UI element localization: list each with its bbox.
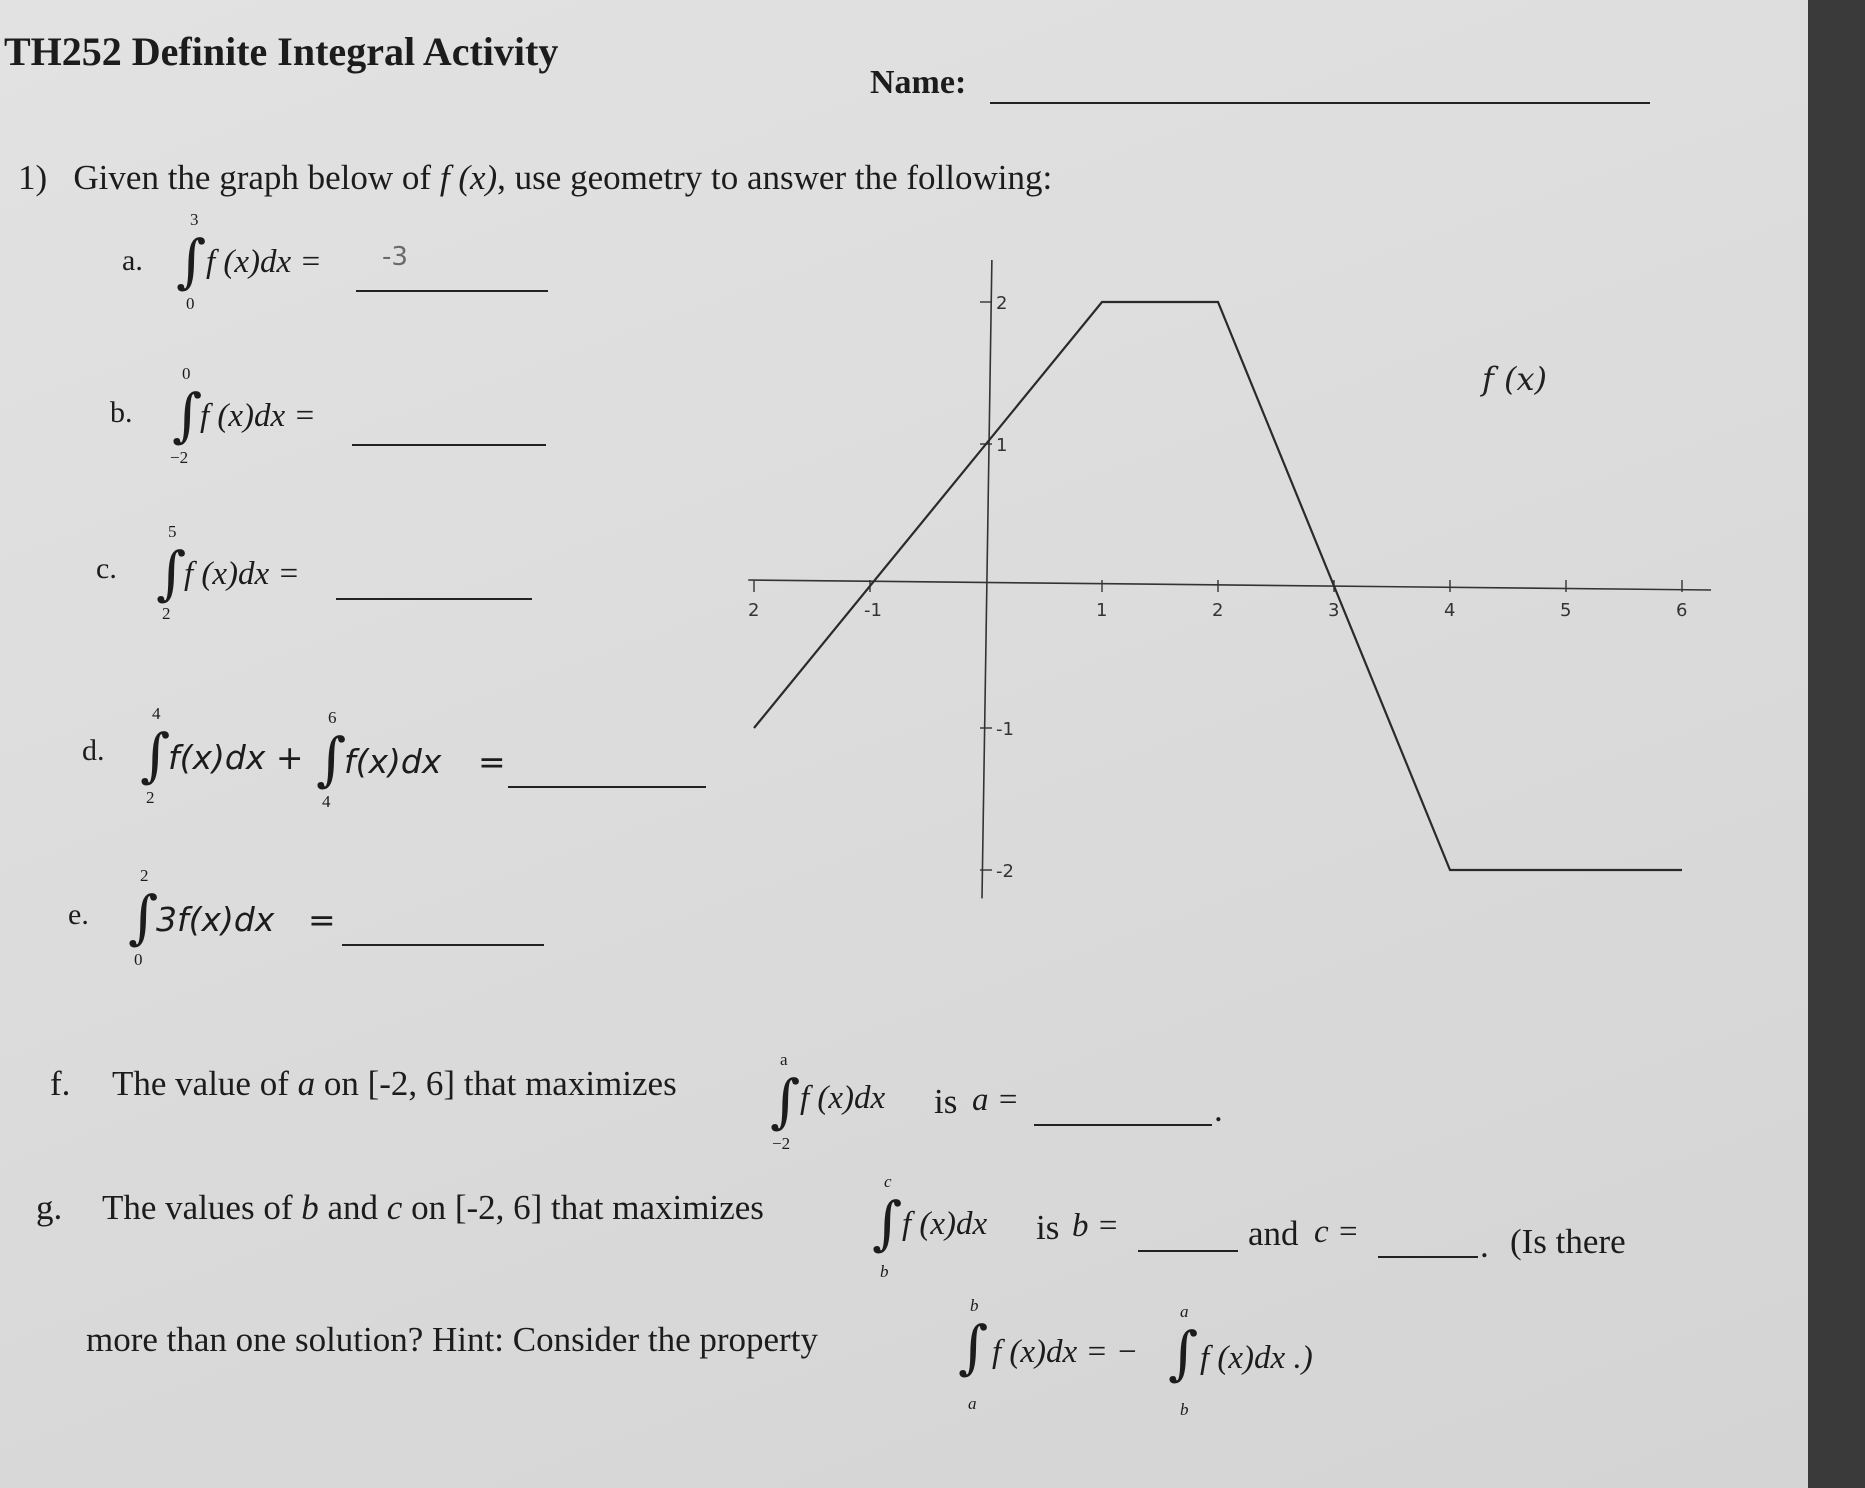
part-c-upper-limit: 5 (168, 522, 177, 541)
x-tick-label: 2 (1212, 600, 1224, 621)
part-d-answer-line[interactable] (508, 786, 706, 788)
part-g-var-b: b (301, 1188, 319, 1227)
prompt-fx: f (x) (439, 158, 498, 197)
part-g-and: and (1248, 1214, 1299, 1253)
question-1-prompt (18, 158, 1052, 198)
part-a-handwritten-answer: -3 (382, 242, 408, 272)
part-g-c-answer-line[interactable] (1378, 1256, 1478, 1258)
question-number: 1) (18, 158, 48, 197)
part-g-lower-limit: b (880, 1262, 889, 1281)
y-tick-label: 1 (996, 435, 1008, 456)
x-tick-label: 6 (1676, 600, 1688, 621)
x-tick-label: 2 (748, 600, 760, 621)
part-a-upper-limit: 3 (190, 210, 199, 229)
part-f-answer-eq: a = (972, 1082, 1020, 1118)
part-d-lower-limit-1: 2 (146, 788, 155, 807)
x-tick-label: 5 (1560, 600, 1572, 621)
part-f-label: f. (50, 1064, 71, 1103)
part-f-integral-sign: ∫ (770, 1067, 801, 1135)
part-f-lower-limit: −2 (772, 1134, 791, 1153)
property-integral-sign-1: ∫ (958, 1313, 989, 1381)
graph-function-label: f (x) (1482, 360, 1548, 398)
y-axis (982, 260, 992, 898)
part-f-is: is (934, 1082, 958, 1121)
part-e-answer-line[interactable] (342, 944, 544, 946)
part-a-label: a. (122, 244, 143, 277)
part-d-upper-limit-2: 6 (328, 708, 337, 727)
part-g-is: is (1036, 1208, 1060, 1247)
name-label: Name: (870, 64, 967, 101)
property-upper-limit-2: a (1180, 1302, 1189, 1321)
part-b-upper-limit: 0 (182, 364, 191, 383)
part-f-text (112, 1064, 677, 1104)
y-tick-label: 2 (996, 293, 1008, 314)
part-d-expression-2: f(x)dx (344, 742, 442, 781)
part-b-lower-limit: −2 (170, 448, 189, 467)
property-lower-limit-1: a (968, 1394, 977, 1413)
worksheet-title: TH252 Definite Integral Activity (4, 29, 559, 74)
property-lower-limit-2: b (1180, 1400, 1189, 1419)
part-a-integral-sign: ∫ (176, 227, 207, 295)
part-f-answer-line[interactable] (1034, 1124, 1212, 1126)
prompt-after: , use geometry to answer the following: (497, 158, 1053, 197)
part-b-integral-sign: ∫ (172, 381, 203, 449)
part-g-b-answer-line[interactable] (1138, 1250, 1238, 1252)
part-a-answer-line[interactable] (356, 290, 548, 292)
part-g-text-before: The values of (102, 1188, 293, 1227)
part-e-equals: = (308, 900, 336, 939)
part-e-upper-limit: 2 (140, 866, 149, 885)
property-integral-sign-2: ∫ (1168, 1319, 1199, 1387)
part-g-line2: more than one solution? Hint: Consider the property (86, 1320, 818, 1359)
part-c-integral-sign: ∫ (156, 539, 187, 607)
part-g-text-and: and (327, 1188, 379, 1227)
part-f-text-mid: on [-2, 6] that maximizes (323, 1064, 677, 1103)
x-tick-label: 3 (1328, 600, 1340, 621)
part-d-upper-limit-1: 4 (152, 704, 161, 723)
part-d-expression-1: f(x)dx + (168, 738, 304, 777)
y-tick-label: -1 (996, 719, 1014, 740)
part-b-expression: f (x)dx = (200, 398, 316, 434)
part-f-text-before: The value of (112, 1064, 289, 1103)
part-g-expression: f (x)dx (902, 1206, 988, 1242)
part-g-c-eq: c = (1314, 1214, 1360, 1250)
part-d-equals: = (478, 742, 506, 781)
part-e-integral-sign: ∫ (128, 883, 159, 951)
part-g-integral-sign: ∫ (872, 1189, 903, 1257)
part-f-var-a: a (297, 1064, 316, 1103)
part-b-label: b. (110, 396, 133, 429)
part-g-period: . (1480, 1226, 1489, 1265)
property-expression-1: f (x)dx = − (992, 1334, 1139, 1370)
x-tick-label: 1 (1096, 600, 1108, 621)
part-f-period: . (1214, 1090, 1223, 1129)
part-d-integral-sign-1: ∫ (140, 721, 171, 789)
part-g-text-mid: on [-2, 6] that maximizes (411, 1188, 764, 1227)
part-g-var-c: c (386, 1188, 403, 1227)
part-g-tail: (Is there (1510, 1222, 1626, 1261)
part-d-label: d. (82, 734, 105, 767)
part-f-upper-limit: a (780, 1050, 788, 1069)
part-g-b-eq: b = (1072, 1208, 1120, 1244)
property-upper-limit-1: b (970, 1296, 979, 1315)
part-c-lower-limit: 2 (162, 604, 171, 623)
part-c-expression: f (x)dx = (184, 556, 300, 592)
part-a-expression: f (x)dx = (206, 244, 322, 280)
part-b-answer-line[interactable] (352, 444, 546, 446)
part-e-label: e. (68, 898, 89, 931)
part-c-label: c. (96, 552, 117, 585)
part-d-lower-limit-2: 4 (322, 792, 331, 811)
prompt-before: Given the graph below of (73, 158, 432, 197)
x-tick-label: 4 (1444, 600, 1456, 621)
part-g-label: g. (36, 1188, 63, 1227)
part-e-lower-limit: 0 (134, 950, 143, 969)
name-field[interactable] (990, 102, 1650, 104)
x-tick-label: -1 (864, 600, 882, 621)
part-f-expression: f (x)dx (800, 1080, 886, 1116)
property-expression-2: f (x)dx .) (1200, 1340, 1313, 1376)
y-tick-label: -2 (996, 861, 1014, 882)
part-g-upper-limit: c (884, 1172, 892, 1191)
part-d-integral-sign-2: ∫ (316, 725, 347, 793)
part-c-answer-line[interactable] (336, 598, 532, 600)
part-a-lower-limit: 0 (186, 294, 195, 313)
part-g-text (102, 1188, 764, 1228)
part-e-expression: 3f(x)dx (156, 900, 275, 939)
function-graph (740, 260, 1730, 920)
